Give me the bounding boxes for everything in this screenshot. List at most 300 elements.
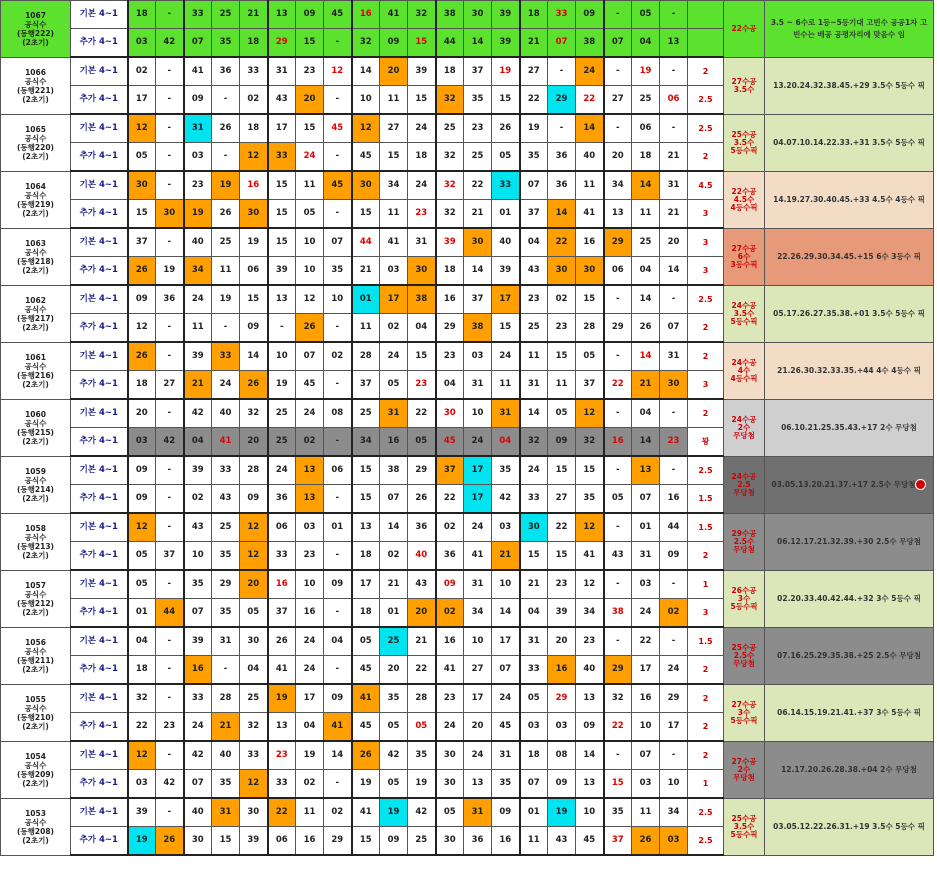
number-cell: 25 <box>212 513 240 542</box>
number-cell: 39 <box>268 257 296 286</box>
number-cell: 16 <box>660 485 688 514</box>
number-cell: 03 <box>520 713 548 742</box>
number-cell: 42 <box>380 741 408 770</box>
number-cell: 35 <box>492 770 520 799</box>
number-cell: 34 <box>184 257 212 286</box>
row-type-label: 추가 4~1 <box>71 599 128 628</box>
number-cell: 12 <box>128 314 156 343</box>
number-cell: 31 <box>464 798 492 827</box>
number-cell: 26 <box>492 114 520 143</box>
round-label-line: 1065 <box>25 124 46 134</box>
result-summary <box>724 627 765 684</box>
number-cell: - <box>324 770 352 799</box>
number-cell: 07 <box>184 29 212 58</box>
number-cell: 24 <box>184 285 212 314</box>
number-cell: 05 <box>408 713 436 742</box>
table-row <box>1 114 934 143</box>
number-cell: 05 <box>296 200 324 229</box>
number-cell: 27 <box>156 371 184 400</box>
number-cell: 31 <box>464 570 492 599</box>
number-cell: 21 <box>380 570 408 599</box>
round-label-line: (동행210) <box>16 712 54 722</box>
number-cell: 13 <box>296 456 324 485</box>
number-cell: 08 <box>324 399 352 428</box>
number-cell: 42 <box>492 485 520 514</box>
number-cell: 22 <box>576 86 604 115</box>
number-cell: 17 <box>268 114 296 143</box>
number-cell: 21 <box>184 371 212 400</box>
number-cell: 31 <box>660 171 688 200</box>
result-summary-line: 4.5수 <box>733 194 755 204</box>
number-cell: - <box>660 741 688 770</box>
row-type-label: 추가 4~1 <box>71 827 128 856</box>
result-summary-line: 5등수픽 <box>730 829 758 839</box>
number-cell: 10 <box>296 257 324 286</box>
number-cell: 24 <box>296 656 324 685</box>
number-cell: 03 <box>128 770 156 799</box>
number-cell: 09 <box>240 485 268 514</box>
number-cell: 24 <box>408 171 436 200</box>
number-cell: 18 <box>128 1 156 29</box>
round-label-line: (2초기) <box>22 37 49 47</box>
round-label-line: 공식수 <box>24 190 47 200</box>
number-cell: - <box>156 741 184 770</box>
number-cell: 29 <box>604 314 632 343</box>
number-cell: 43 <box>184 513 212 542</box>
number-cell: 17 <box>464 456 492 485</box>
round-label-line: (동행208) <box>16 826 54 836</box>
round-label-line: 1059 <box>25 466 46 476</box>
number-cell: 19 <box>548 798 576 827</box>
round-label-line: 1063 <box>25 238 46 248</box>
number-cell: 09 <box>184 86 212 115</box>
number-cell: 06 <box>268 827 296 856</box>
number-cell: 23 <box>436 684 464 713</box>
result-summary-line: 25수공 <box>731 642 757 652</box>
number-cell: 09 <box>660 542 688 571</box>
hit-score-cell <box>688 1 724 29</box>
number-cell: 32 <box>240 399 268 428</box>
result-summary-line: 무당첨 <box>733 658 755 668</box>
hit-score-cell: 3 <box>688 200 724 229</box>
number-cell: 13 <box>576 770 604 799</box>
round-label-line: (동행214) <box>16 484 54 494</box>
number-cell: 02 <box>296 770 324 799</box>
number-cell: 13 <box>576 684 604 713</box>
number-cell: 26 <box>240 371 268 400</box>
row-type-label: 추가 4~1 <box>71 143 128 172</box>
number-cell: - <box>324 428 352 457</box>
row-type-label: 추가 4~1 <box>71 713 128 742</box>
number-cell: 12 <box>576 399 604 428</box>
number-cell: 45 <box>352 656 380 685</box>
number-cell: 18 <box>408 143 436 172</box>
number-cell: 05 <box>436 798 464 827</box>
result-summary-line: 무당첨 <box>733 544 755 554</box>
number-cell: 30 <box>436 741 464 770</box>
number-cell: 34 <box>604 171 632 200</box>
hit-score-cell: 2 <box>688 542 724 571</box>
round-label-line: (2초기) <box>22 493 49 503</box>
number-cell: 23 <box>296 57 324 86</box>
number-cell: - <box>156 314 184 343</box>
result-summary-line: 24수공 <box>731 471 757 481</box>
number-cell: 13 <box>268 1 296 29</box>
number-cell: 29 <box>436 314 464 343</box>
number-cell: 09 <box>324 570 352 599</box>
number-cell: 13 <box>604 200 632 229</box>
number-cell: 04 <box>632 29 660 58</box>
number-cell: 43 <box>548 827 576 856</box>
number-cell: 28 <box>352 342 380 371</box>
number-cell: 32 <box>436 86 464 115</box>
number-cell: 15 <box>240 285 268 314</box>
number-cell: 27 <box>464 656 492 685</box>
number-cell: 13 <box>268 285 296 314</box>
number-cell: 25 <box>380 627 408 656</box>
number-cell: - <box>156 656 184 685</box>
result-summary-line: 2.5 <box>737 479 751 489</box>
number-cell: 30 <box>660 371 688 400</box>
number-cell: - <box>156 456 184 485</box>
number-cell: 12 <box>240 770 268 799</box>
result-summary-line: 6수 <box>737 251 751 261</box>
round-label-line: (동행220) <box>16 142 54 152</box>
number-cell: - <box>156 114 184 143</box>
number-cell: 15 <box>128 200 156 229</box>
number-cell: 16 <box>184 656 212 685</box>
number-cell: 09 <box>240 314 268 343</box>
number-cell: 05 <box>128 570 156 599</box>
row-type-label: 기본 4~1 <box>71 342 128 371</box>
number-cell: 45 <box>296 371 324 400</box>
number-cell: 19 <box>492 57 520 86</box>
round-label-line: 공식수 <box>24 133 47 143</box>
number-cell: 07 <box>520 171 548 200</box>
number-cell: 16 <box>632 684 660 713</box>
number-cell: 14 <box>352 57 380 86</box>
number-cell: 03 <box>632 570 660 599</box>
number-cell: - <box>604 456 632 485</box>
hit-score-cell: 2 <box>688 399 724 428</box>
number-cell: - <box>212 314 240 343</box>
result-summary-line: 22수공 <box>731 23 757 33</box>
number-cell: 01 <box>520 798 548 827</box>
number-cell: 13 <box>632 456 660 485</box>
number-cell: 30 <box>408 257 436 286</box>
round-label-line: (2초기) <box>22 208 49 218</box>
number-cell: 17 <box>632 656 660 685</box>
number-cell: 06 <box>240 257 268 286</box>
number-cell: 33 <box>268 542 296 571</box>
row-type-label: 추가 4~1 <box>71 485 128 514</box>
winning-numbers-note <box>765 342 934 399</box>
winning-numbers-note <box>765 1 934 58</box>
round-label-line: (동행222) <box>16 28 54 38</box>
hit-score-cell: 1 <box>688 570 724 599</box>
number-cell: 14 <box>632 342 660 371</box>
number-cell: 33 <box>212 342 240 371</box>
number-cell: 28 <box>212 684 240 713</box>
number-cell: - <box>156 627 184 656</box>
number-cell: 40 <box>212 741 240 770</box>
number-cell: 41 <box>212 428 240 457</box>
number-cell: 45 <box>352 713 380 742</box>
number-cell: 35 <box>604 798 632 827</box>
number-cell: 39 <box>128 798 156 827</box>
table-row <box>1 627 934 656</box>
number-cell: 02 <box>436 599 464 628</box>
number-cell: 24 <box>436 713 464 742</box>
number-cell: 21 <box>240 1 268 29</box>
number-cell: 14 <box>492 599 520 628</box>
number-cell: 12 <box>576 513 604 542</box>
number-cell: - <box>604 342 632 371</box>
number-cell: 23 <box>520 285 548 314</box>
number-cell: 24 <box>296 399 324 428</box>
table-row <box>1 684 934 713</box>
number-cell: 05 <box>380 713 408 742</box>
round-label <box>1 114 71 171</box>
number-cell: 12 <box>128 114 156 143</box>
number-cell: 35 <box>184 570 212 599</box>
number-cell: 35 <box>464 86 492 115</box>
number-cell: 01 <box>492 200 520 229</box>
number-cell: 29 <box>660 684 688 713</box>
number-cell: 07 <box>632 485 660 514</box>
number-cell: 34 <box>380 171 408 200</box>
table-row <box>1 798 934 827</box>
number-cell: - <box>324 200 352 229</box>
number-cell: 13 <box>660 29 688 58</box>
number-cell: 35 <box>408 741 436 770</box>
round-label-line: 공식수 <box>24 19 47 29</box>
round-label-line: 1056 <box>25 637 46 647</box>
number-cell: - <box>548 114 576 143</box>
number-cell: 05 <box>128 542 156 571</box>
round-label-line: 1066 <box>25 67 46 77</box>
number-cell: 07 <box>380 485 408 514</box>
round-label-line: 공식수 <box>24 817 47 827</box>
round-label <box>1 171 71 228</box>
number-cell: 37 <box>436 456 464 485</box>
number-cell: 17 <box>492 627 520 656</box>
round-label <box>1 57 71 114</box>
round-label <box>1 1 71 58</box>
number-cell: 36 <box>408 513 436 542</box>
row-type-label: 기본 4~1 <box>71 57 128 86</box>
number-cell: 29 <box>604 228 632 257</box>
number-cell: 10 <box>464 627 492 656</box>
number-cell: 44 <box>156 599 184 628</box>
number-cell: 05 <box>408 428 436 457</box>
number-cell: 16 <box>296 599 324 628</box>
table-row <box>1 456 934 485</box>
number-cell: 41 <box>184 57 212 86</box>
number-cell: 20 <box>240 428 268 457</box>
number-cell: 13 <box>464 770 492 799</box>
winning-numbers-note <box>765 684 934 741</box>
number-cell: 15 <box>520 542 548 571</box>
number-cell: 05 <box>576 342 604 371</box>
number-cell: - <box>324 143 352 172</box>
number-cell: 14 <box>240 342 268 371</box>
number-cell: - <box>660 627 688 656</box>
number-cell: - <box>548 57 576 86</box>
number-cell: 38 <box>436 1 464 29</box>
number-cell: 11 <box>548 371 576 400</box>
number-cell: 40 <box>184 228 212 257</box>
number-cell: 45 <box>576 827 604 856</box>
hit-score-cell: 2.5 <box>688 456 724 485</box>
number-cell: 18 <box>520 1 548 29</box>
number-cell: - <box>156 1 184 29</box>
number-cell: 04 <box>436 371 464 400</box>
number-cell: 19 <box>408 770 436 799</box>
number-cell: 26 <box>296 314 324 343</box>
number-cell: 27 <box>520 57 548 86</box>
number-cell: 11 <box>632 200 660 229</box>
row-type-label: 추가 4~1 <box>71 29 128 58</box>
number-cell: 25 <box>212 228 240 257</box>
number-cell: 20 <box>464 713 492 742</box>
number-cell: 05 <box>604 485 632 514</box>
round-label <box>1 684 71 741</box>
number-cell: 33 <box>184 1 212 29</box>
winning-numbers-text: 03.05.12.22.26.31.+19 3.5수 5등수 픽 <box>773 821 925 831</box>
number-cell: 22 <box>604 371 632 400</box>
number-cell: 36 <box>212 57 240 86</box>
table-row <box>1 228 934 257</box>
round-label-line: 공식수 <box>24 247 47 257</box>
number-cell: 39 <box>492 257 520 286</box>
number-cell: - <box>156 684 184 713</box>
number-cell: 14 <box>576 114 604 143</box>
result-summary-line: 2수 <box>737 422 751 432</box>
round-label-line: (동행213) <box>16 541 54 551</box>
number-cell: 10 <box>268 342 296 371</box>
result-summary-line: 3.5수 <box>733 84 755 94</box>
number-cell: 13 <box>352 513 380 542</box>
number-cell: 11 <box>352 314 380 343</box>
number-cell: 10 <box>296 228 324 257</box>
number-cell: 04 <box>632 399 660 428</box>
number-cell: 04 <box>520 599 548 628</box>
number-cell: - <box>604 513 632 542</box>
number-cell: 25 <box>268 428 296 457</box>
number-cell: 41 <box>380 1 408 29</box>
number-cell: 24 <box>576 57 604 86</box>
row-type-label: 기본 4~1 <box>71 456 128 485</box>
number-cell: 24 <box>212 371 240 400</box>
number-cell: 25 <box>240 684 268 713</box>
number-cell: 35 <box>520 143 548 172</box>
number-cell: 13 <box>296 485 324 514</box>
hit-score-cell: 1.5 <box>688 485 724 514</box>
number-cell: 18 <box>352 599 380 628</box>
number-cell: 33 <box>240 741 268 770</box>
round-label-line: (2초기) <box>22 265 49 275</box>
winning-numbers-note <box>765 114 934 171</box>
number-cell: 01 <box>128 599 156 628</box>
number-cell: 27 <box>380 114 408 143</box>
number-cell: 25 <box>352 399 380 428</box>
result-summary-line: 2수 <box>737 764 751 774</box>
hit-score-cell: 2.5 <box>688 827 724 856</box>
number-cell: 07 <box>492 656 520 685</box>
number-cell: 15 <box>408 342 436 371</box>
number-cell: - <box>212 143 240 172</box>
number-cell: 05 <box>492 143 520 172</box>
round-label-line: 1054 <box>25 751 46 761</box>
number-cell: 01 <box>380 599 408 628</box>
number-cell: 05 <box>548 399 576 428</box>
number-cell: - <box>660 1 688 29</box>
number-cell: 43 <box>520 257 548 286</box>
number-cell: 13 <box>268 713 296 742</box>
number-cell: 19 <box>128 827 156 856</box>
round-label-line: 1064 <box>25 181 46 191</box>
number-cell: 15 <box>492 86 520 115</box>
result-summary-line: 27수공 <box>731 243 757 253</box>
number-cell: 03 <box>660 827 688 856</box>
number-cell: 05 <box>380 770 408 799</box>
hit-score-cell: 2 <box>688 656 724 685</box>
number-cell: 26 <box>128 342 156 371</box>
number-cell: - <box>324 29 352 58</box>
number-cell: 32 <box>576 428 604 457</box>
number-cell: 33 <box>268 770 296 799</box>
number-cell: 35 <box>212 29 240 58</box>
round-label-line: (2초기) <box>22 550 49 560</box>
number-cell: - <box>156 171 184 200</box>
winning-numbers-note <box>765 456 934 513</box>
number-cell: 15 <box>268 171 296 200</box>
number-cell: 44 <box>436 29 464 58</box>
number-cell: - <box>156 228 184 257</box>
number-cell: 16 <box>576 228 604 257</box>
number-cell: 31 <box>268 57 296 86</box>
round-label-line: (2초기) <box>22 778 49 788</box>
number-cell: 06 <box>324 456 352 485</box>
number-cell: 18 <box>128 371 156 400</box>
number-cell: 40 <box>184 798 212 827</box>
number-cell: 29 <box>212 570 240 599</box>
round-label-line: (동행215) <box>16 427 54 437</box>
number-cell: 23 <box>576 627 604 656</box>
number-cell: 31 <box>380 399 408 428</box>
number-cell: 15 <box>380 143 408 172</box>
round-label-line: (동행209) <box>16 769 54 779</box>
number-cell: 15 <box>352 456 380 485</box>
result-summary-line: 3수 <box>737 593 751 603</box>
number-cell: 14 <box>548 200 576 229</box>
number-cell: 32 <box>436 171 464 200</box>
number-cell: 24 <box>632 599 660 628</box>
round-label-line: 1053 <box>25 808 46 818</box>
number-cell: 29 <box>324 827 352 856</box>
number-cell: 33 <box>240 57 268 86</box>
round-label-line: (동행211) <box>16 655 54 665</box>
round-label <box>1 741 71 798</box>
number-cell: 07 <box>632 741 660 770</box>
number-cell: 04 <box>632 257 660 286</box>
number-cell: 38 <box>464 314 492 343</box>
number-cell: - <box>324 371 352 400</box>
number-cell: 07 <box>660 314 688 343</box>
row-type-label: 추가 4~1 <box>71 257 128 286</box>
number-cell: 07 <box>184 770 212 799</box>
